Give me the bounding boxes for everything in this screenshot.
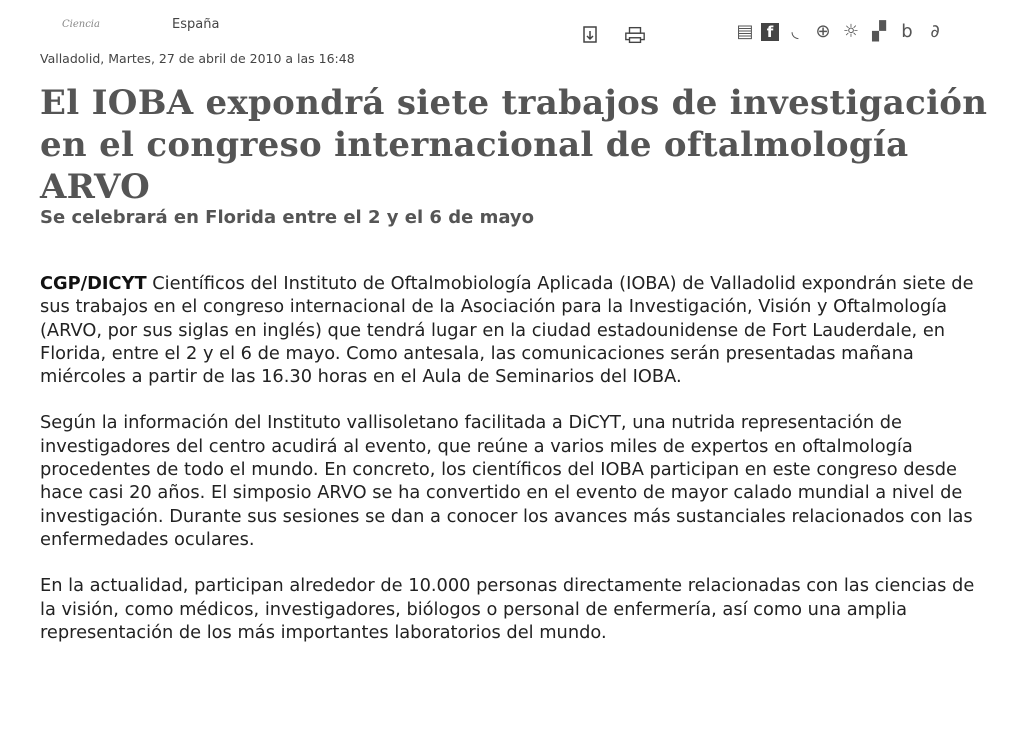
paragraph-2: Según la información del Instituto vallisoletano facilitada a DiCYT, una nutrida representación de investigadores del centro acudirá al evento, que reúne a varios miles de expertos en oftalmología procedentes de todo el mundo. En concreto, los científicos del IOBA participan en este congreso desde hace casi 20 años. El simposio ARVO se ha convertido en el evento de mayor calado mundial a nivel de investigación. Durante sus sesiones se dan a conocer los avances más sustanciales relacionados con las enfermedades oculares.: [40, 412, 973, 550]
source-label: CGP/DICYT: [40, 273, 147, 294]
country-label[interactable]: España: [172, 17, 220, 32]
bookmark-icon[interactable]: ▤: [736, 21, 754, 42]
dateline: Valladolid, Martes, 27 de abril de 2010 a las 16:48: [40, 51, 355, 66]
delicious-icon[interactable]: ▞: [872, 21, 886, 42]
article-subtitle: Se celebrará en Florida entre el 2 y el 6 de mayo: [40, 207, 535, 228]
link-icon[interactable]: ∂: [930, 21, 940, 42]
article-body: [40, 272, 985, 667]
print-icon[interactable]: [624, 24, 646, 46]
facebook-icon[interactable]: f: [761, 23, 779, 41]
paragraph-3: En la actualidad, participan alrededor de 10.000 personas directamente relacionadas con las ciencias de la visión, como médicos, investigadores, biólogos o personal de enfermería, así como una amplia representación de los más importantes laboratorios del mundo.: [40, 575, 975, 643]
b-icon[interactable]: b: [901, 21, 913, 42]
rss-icon[interactable]: ☼: [842, 21, 860, 42]
section-label[interactable]: Ciencia: [62, 19, 100, 30]
page-header: [0, 0, 1026, 70]
stumbleupon-icon[interactable]: ⊕: [815, 21, 831, 42]
article-headline: El IOBA expondrá siete trabajos de investigación en el congreso internacional de oftalmología ARVO: [40, 83, 988, 207]
share-toolbar: [733, 20, 947, 44]
paragraph-1-text: Científicos del Instituto de Oftalmobiología Aplicada (IOBA) de Valladolid expondrán siete de sus trabajos en el congreso internacional de la Asociación para la Investigación, Visión y Oftalmología (ARVO, por sus siglas en inglés) que tendrá lugar en la ciudad estadounidense de Fort Lauderdale, en Florida, entre el 2 y el 6 de mayo. Como antesala, las comunicaciones serán presentadas mañana miércoles a partir de las 16.30 horas en el Aula de Seminarios del IOBA.: [40, 273, 974, 388]
share-icon[interactable]: ◟: [791, 21, 799, 42]
paragraph-1: [40, 272, 985, 388]
save-icon[interactable]: [580, 24, 602, 46]
